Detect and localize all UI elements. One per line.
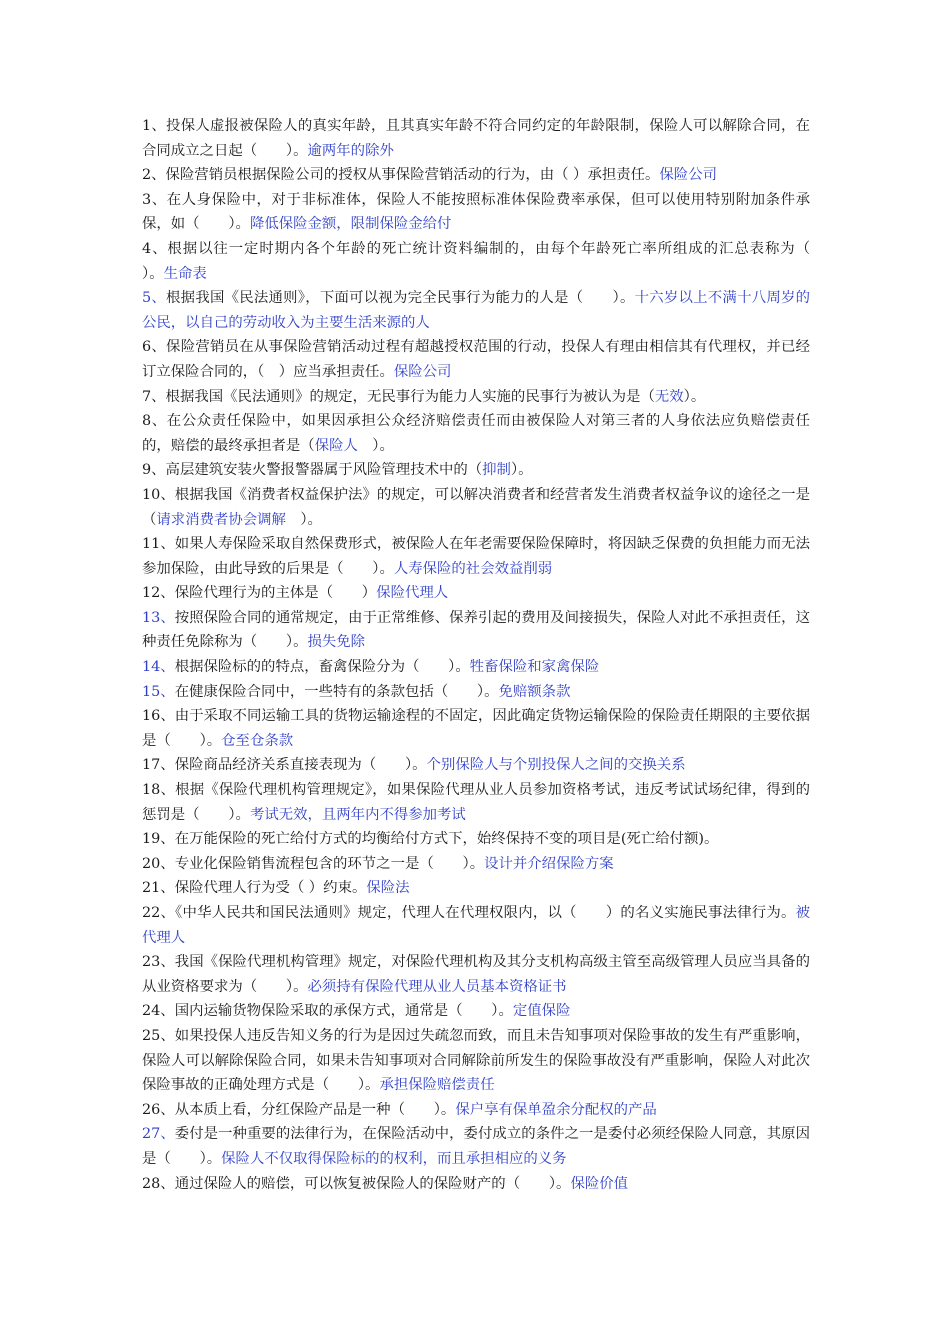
question-text: 《中华人民共和国民法通则》规定，代理人在代理权限内，以（ ）的名义实施民事法律行为。 (175, 905, 796, 921)
question-number: 5、 (142, 290, 167, 307)
question-text: 根据保险标的的特点，畜禽保险分为（ ）。 (174, 659, 470, 676)
question-item (142, 606, 810, 655)
question-number: 28、 (142, 1175, 175, 1192)
question-item (142, 655, 810, 680)
question-item (142, 827, 810, 852)
answer-text: 生命表 (163, 265, 207, 282)
answer-text: 人寿保险的社会效益削弱 (393, 560, 553, 577)
question-number: 6、 (142, 339, 167, 356)
question-number: 7、 (142, 388, 166, 405)
question-number: 27、 (142, 1126, 175, 1143)
question-item (142, 483, 810, 532)
question-tail: ）。 (285, 511, 322, 528)
answer-text: 保险代理人 (376, 585, 449, 602)
question-text: 委付是一种重要的法律行为，在保险活动中，委付成立的条件之一是委付必须经保险人同意，其原因是（ ）。 (142, 1126, 810, 1167)
answer-text: 定值保险 (512, 1003, 571, 1020)
answer-text: 保险人 (314, 437, 358, 454)
question-number: 4、 (142, 240, 168, 257)
question-text: 在万能保险的死亡给付方式的均衡给付方式下，始终保持不变的项目是(死亡给付额)。 (174, 831, 719, 848)
answer-text: 保险人不仅取得保险标的的权利，而且承担相应的义务 (221, 1150, 567, 1167)
question-number: 22、 (142, 905, 176, 921)
question-number: 10、 (142, 486, 175, 503)
question-number: 25、 (142, 1027, 175, 1044)
question-text: 保险营销员在从事保险营销活动过程有超越授权范围的行动，投保人有理由相信其有代理权，并已经订立保险合同的，（ ）应当承担责任。 (142, 339, 810, 380)
answer-text: 损失免除 (307, 634, 366, 651)
answer-text: 十六岁以上不满十八周岁的公民，以自己的劳动收入为主要生活来源的人 (142, 290, 811, 331)
question-item (142, 114, 810, 163)
answer-text: 被代理人 (142, 905, 811, 946)
question-item (142, 237, 839, 286)
question-number: 20、 (142, 855, 175, 872)
question-text: 根据我国《消费者权益保护法》的规定，可以解决消费者和经营者发生消费者权益争议的途径之一是（ (142, 486, 810, 528)
question-item (142, 852, 810, 877)
answer-text: 承担保险赔偿责任 (379, 1077, 495, 1094)
answer-text: 个别保险人与个别投保人之间的交换关系 (426, 757, 686, 774)
question-number: 8、 (142, 413, 167, 430)
answer-text: 保险法 (366, 880, 410, 897)
question-text: 根据以往一定时期内各个年龄的死亡统计资料编制的，由每个年龄死亡率所组成的汇总表称为（ ）。 (142, 240, 839, 282)
answer-text: 请求消费者协会调解 (156, 511, 286, 528)
question-text: 在公众责任保险中，如果因承担公众经济赔偿责任而由被保险人对第三者的人身依法应负赔偿责任的，赔偿的最终承担者是（ (142, 413, 810, 454)
question-number: 13、 (142, 609, 175, 626)
question-number: 26、 (142, 1101, 175, 1118)
question-number: 19、 (142, 831, 175, 848)
question-item (142, 385, 810, 410)
question-item (142, 581, 810, 606)
question-number: 15、 (142, 683, 175, 700)
question-text: 在健康保险合同中，一些特有的条款包括（ ）。 (174, 683, 499, 700)
answer-text: 免赔额条款 (498, 683, 571, 700)
answer-text: 逾两年的除外 (307, 142, 394, 159)
question-text: 根据我国《民法通则》，下面可以视为完全民事行为能力的人是（ ）。 (166, 290, 635, 307)
answer-text: 考试无效，且两年内不得参加考试 (249, 806, 466, 823)
question-text: 高层建筑安装火警报警器属于风险管理技术中的（ (165, 462, 483, 479)
answer-text: 牲畜保险和家禽保险 (469, 659, 600, 676)
question-text: 保险代理人行为受（ ）约束。 (174, 880, 367, 897)
question-item (142, 1122, 810, 1171)
question-text: 根据我国《民法通则》的规定，无民事行为能力人实施的民事行为被认为是（ (165, 388, 655, 405)
question-item (142, 704, 810, 753)
question-item (142, 999, 810, 1024)
question-number: 1、 (142, 118, 167, 134)
question-number: 11、 (142, 536, 175, 553)
question-item (142, 876, 810, 901)
question-text: 由于采取不同运输工具的货物运输途程的不固定，因此确定货物运输保险的保险责任期限的主要依据是（ ）。 (142, 708, 810, 749)
question-text: 投保人虚报被保险人的真实年龄，且其真实年龄不符合同约定的年龄限制，保险人可以解除合同，在合同成立之日起（ ）。 (142, 118, 810, 159)
question-item (142, 458, 810, 483)
answer-text: 保险公司 (393, 363, 452, 380)
question-list (142, 114, 839, 1196)
question-tail: ）。 (357, 437, 394, 454)
question-number: 9、 (142, 462, 166, 479)
question-item (142, 1172, 810, 1197)
question-number: 12、 (142, 585, 175, 602)
question-item (142, 901, 810, 950)
question-text: 通过保险人的赔偿，可以恢复被保险人的保险财产的（ ）。 (174, 1175, 571, 1192)
question-text: 保险代理行为的主体是（ ） (174, 585, 377, 602)
question-text: 按照保险合同的通常规定，由于正常维修、保养引起的费用及间接损失，保险人对此不承担责任，这种责任免除称为（ ）。 (142, 609, 810, 651)
question-text: 保险营销员根据保险公司的授权从事保险营销活动的行为，由（ ）承担责任。 (165, 167, 660, 184)
answer-text: 必须持有保险代理从业人员基本资格证书 (307, 978, 567, 995)
question-item (142, 286, 810, 335)
answer-text: 无效 (654, 388, 684, 405)
question-item (142, 1098, 810, 1123)
question-item (142, 1024, 810, 1098)
question-number: 18、 (142, 782, 176, 799)
question-text: 从本质上看，分红保险产品是一种（ ）。 (174, 1101, 456, 1118)
question-number: 17、 (142, 757, 175, 774)
question-item (142, 335, 810, 384)
question-text: 保险商品经济关系直接表现为（ ）。 (174, 757, 427, 774)
question-tail: ）。 (683, 388, 706, 405)
question-item (142, 532, 810, 581)
question-text: 在人身保险中，对于非标准体，保险人不能按照标准体保险费率承保，但可以使用特别附加条件承保，如（ ）。 (142, 191, 810, 233)
question-number: 14、 (142, 659, 175, 676)
question-number: 16、 (142, 708, 175, 725)
question-text: 如果人寿保险采取自然保费形式，被保险人在年老需要保险保障时，将因缺乏保费的负担能力而无法参加保险，由此导致的后果是（ ）。 (142, 536, 810, 577)
answer-text: 保险公司 (659, 167, 717, 184)
answer-text: 抑制 (482, 462, 511, 479)
question-item (142, 409, 810, 458)
question-item (142, 163, 810, 188)
question-number: 24、 (142, 1003, 175, 1020)
question-item (142, 680, 810, 705)
question-text: 国内运输货物保险采取的承保方式，通常是（ ）。 (174, 1003, 513, 1020)
question-text: 如果投保人违反告知义务的行为是因过失疏忽而致，而且未告知事项对保险事故的发生有严重影响，保险人可以解除保险合同，如果未告知事项对合同解除前所发生的保险事故没有严重影响，保险人对此次保险事故的正确处理方式是（ ）。 (142, 1027, 810, 1094)
question-number: 2、 (142, 167, 166, 184)
answer-text: 仓至仓条款 (221, 732, 294, 749)
question-tail: ）。 (510, 462, 533, 479)
question-text: 专业化保险销售流程包含的环节之一是（ ）。 (174, 855, 485, 872)
question-text: 我国《保险代理机构管理》规定，对保险代理机构及其分支机构高级主管至高级管理人员应当具备的从业资格要求为（ ）。 (142, 954, 810, 995)
answer-text: 降低保险金额，限制保险金给付 (249, 216, 452, 233)
question-text: 根据《保险代理机构管理规定》，如果保险代理从业人员参加资格考试，违反考试试场纪律，得到的惩罚是（ ）。 (142, 782, 810, 823)
answer-text: 设计并介绍保险方案 (484, 855, 614, 872)
answer-text: 保户享有保单盈余分配权的产品 (455, 1101, 657, 1118)
question-item (142, 778, 810, 827)
question-number: 3、 (142, 191, 167, 208)
question-number: 21、 (142, 880, 175, 897)
question-item (142, 753, 810, 778)
answer-text: 保险价值 (570, 1175, 629, 1192)
question-item (142, 188, 810, 237)
question-item (142, 950, 810, 999)
question-number: 23、 (142, 954, 175, 971)
